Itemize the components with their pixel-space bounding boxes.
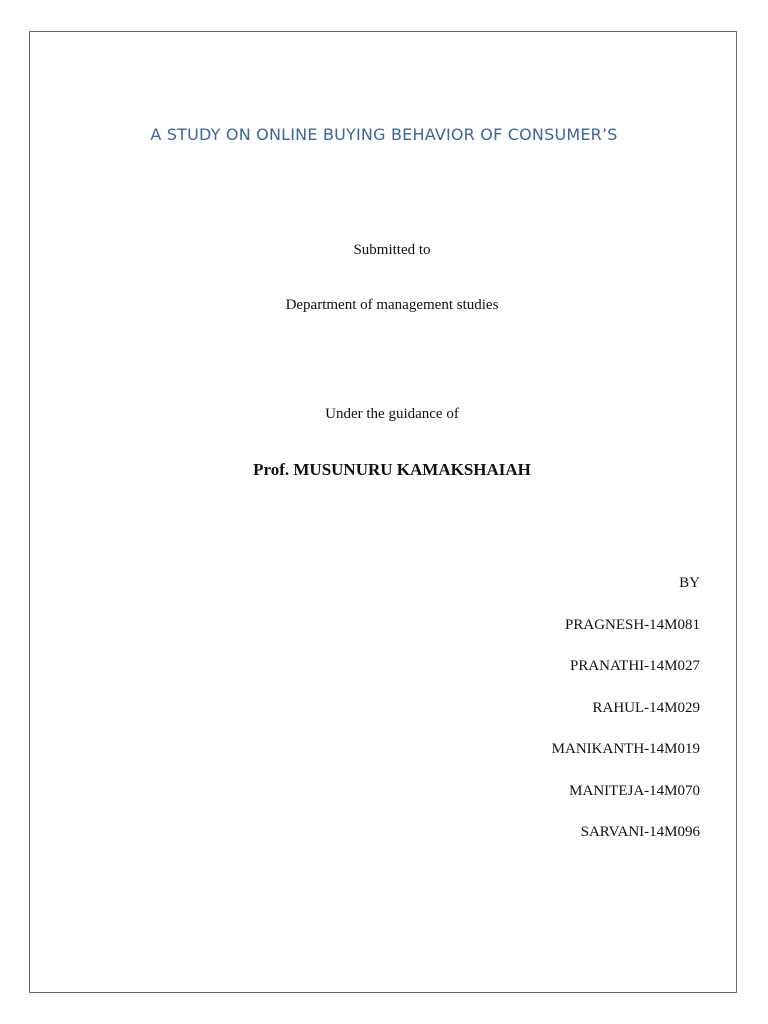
author-item: MANITEJA-14M070	[569, 782, 700, 799]
author-item: PRANATHI-14M027	[569, 658, 700, 674]
guide-name: Prof. MUSUNURU KAMAKSHAIAH	[253, 460, 531, 479]
document-title: A STUDY ON ONLINE BUYING BEHAVIOR OF CONSUMER’S	[150, 125, 618, 144]
submitted-to-label: Submitted to	[353, 242, 431, 258]
author-list	[552, 573, 700, 864]
by-label: BY	[679, 575, 700, 591]
author-item: MANIKANTH-14M019	[551, 741, 700, 757]
author-item: RAHUL-14M029	[592, 699, 700, 716]
guidance-label: Under the guidance of	[325, 406, 459, 422]
author-item: SARVANI-14M096	[580, 824, 700, 840]
department-name: Department of management studies	[285, 297, 499, 313]
author-item: PRAGNESH-14M081	[564, 616, 700, 633]
